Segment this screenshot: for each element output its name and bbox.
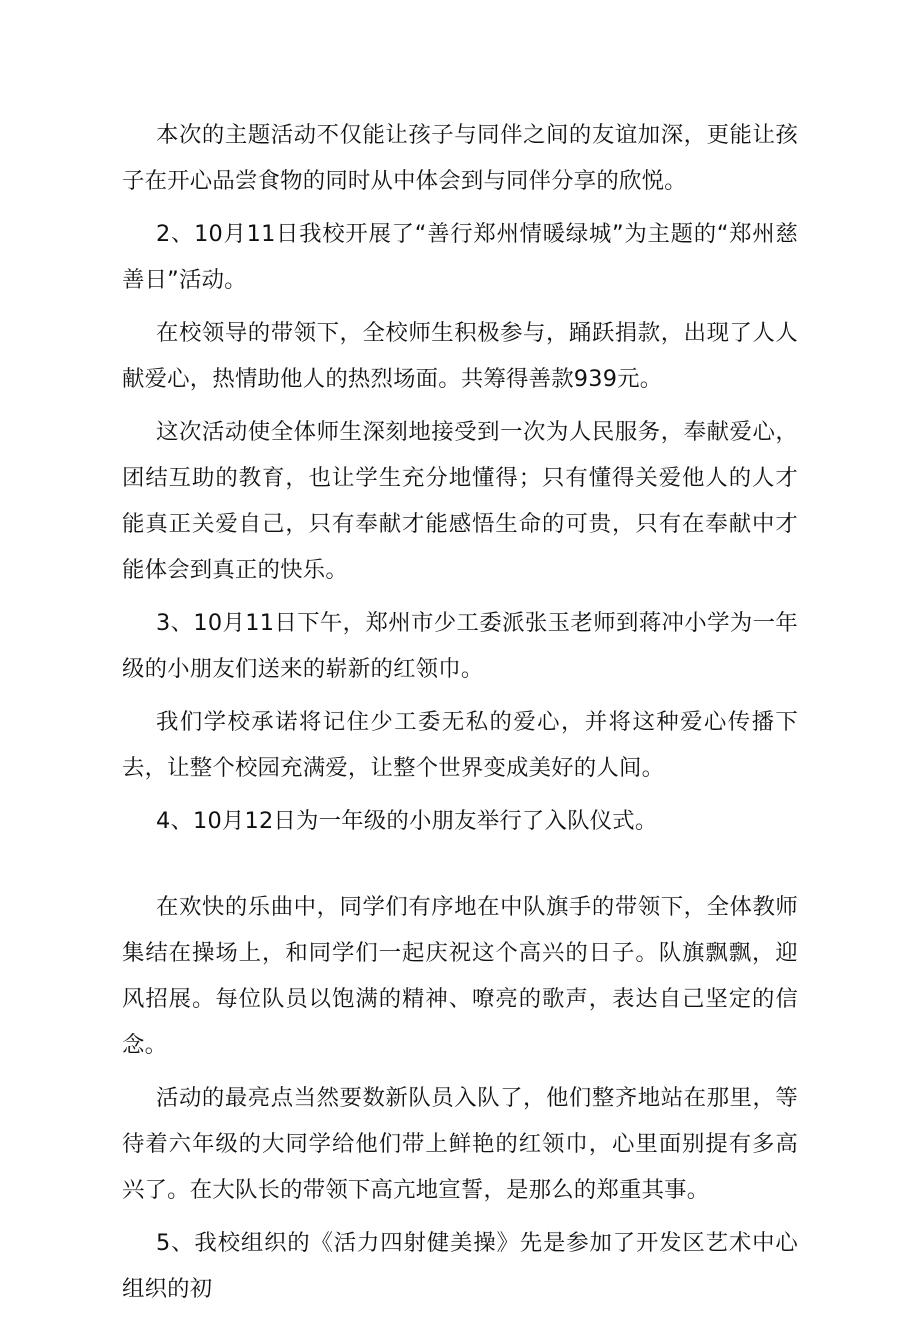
document-page [122, 112, 798, 1319]
paragraph-1: 本次的主题活动不仅能让孩子与同伴之间的友谊加深，更能让孩子在开心品尝食物的同时从中体会到与同伴分享的欣悦。 [122, 122, 798, 194]
paragraph-8: 在欢快的乐曲中，同学们有序地在中队旗手的带领下，全体教师集结在操场上，和同学们一起庆祝这个高兴的日子。队旗飘飘，迎风招展。每位队员以饱满的精神、嘹亮的歌声，表达自己坚定的信念。 [122, 894, 798, 1058]
paragraph-10: 5、我校组织的《活力四射健美操》先是参加了开发区艺术中心组织的初 [122, 1230, 798, 1302]
paragraph-9: 活动的最亮点当然要数新队员入队了，他们整齐地站在那里，等待着六年级的大同学给他们带上鲜艳的红领巾，心里面别提有多高兴了。在大队长的带领下高亢地宣誓，是那么的郑重其事。 [122, 1085, 798, 1203]
paragraph-2: 2、10月11日我校开展了“善行郑州情暖绿城”为主题的“郑州慈善日”活动。 [122, 221, 798, 293]
paragraph-4: 这次活动使全体师生深刻地接受到一次为人民服务，奉献爱心，团结互助的教育，也让学生充分地懂得；只有懂得关爱他人的人才能真正关爱自己，只有奉献才能感悟生命的可贵，只有在奉献中才能体会到真正的快乐。 [122, 419, 798, 583]
paragraph-3: 在校领导的带领下，全校师生积极参与，踊跃捐款，出现了人人献爱心，热情助他人的热烈场面。共筹得善款939元。 [122, 320, 798, 392]
paragraph-5: 3、10月11日下午，郑州市少工委派张玉老师到蒋冲小学为一年级的小朋友们送来的崭新的红领巾。 [122, 610, 798, 682]
paragraph-7: 4、10月12日为一年级的小朋友举行了入队仪式。 [156, 808, 658, 834]
paragraph-6: 我们学校承诺将记住少工委无私的爱心，并将这种爱心传播下去，让整个校园充满爱，让整个世界变成美好的人间。 [122, 709, 798, 781]
